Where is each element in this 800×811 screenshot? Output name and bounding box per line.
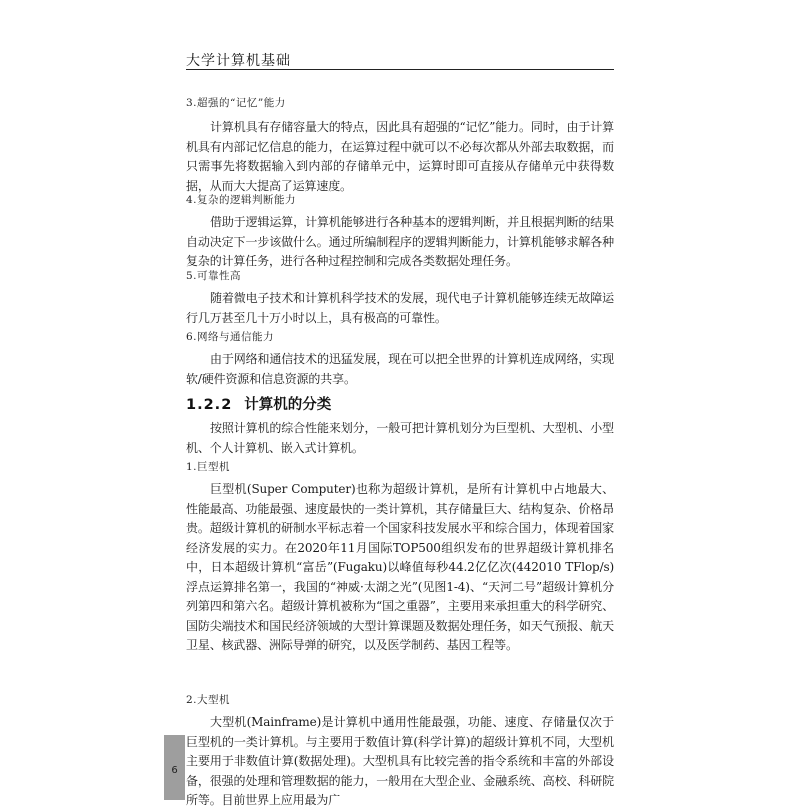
paragraph-mainframe: 大型机(Mainframe)是计算机中通用性能最强，功能、速度、存储量仅次于巨型机的一类计算机。与主要用于数值计算(科学计算)的超级计算机不同，大型机主要用于非数值计算(数据处理)。大型机具有比较完善的指令系统和丰富的外部设备，很强的处理和管理数据的能力，一般用在大型企业、金融系统、高校、科研院所等。目前世界上应用最为广 [186, 715, 614, 807]
subheading-memory: 3.超强的“记忆”能力 [186, 97, 286, 109]
running-header: 大学计算机基础 [186, 53, 291, 69]
page-number-tab [164, 735, 185, 800]
paragraph-logic: 借助于逻辑运算，计算机能够进行各种基本的逻辑判断，并且根据判断的结果自动决定下一步该做什么。通过所编制程序的逻辑判断能力，计算机能够求解各种复杂的计算任务，进行各种过程控制和完成各类数据处理任务。 [186, 215, 614, 268]
paragraph-network: 由于网络和通信技术的迅猛发展，现在可以把全世界的计算机连成网络，实现软/硬件资源和信息资源的共享。 [186, 352, 614, 386]
paragraph-memory: 计算机具有存储容量大的特点，因此具有超强的“记忆”能力。同时，由于计算机具有内部记忆信息的能力，在运算过程中就可以不必每次都从外部去取数据，而只需事先将数据输入到内部的存储单元中，运算时即可直接从存储单元中获得数据，从而大大提高了运算速度。 [186, 120, 614, 193]
subheading-reliability: 5.可靠性高 [186, 270, 242, 282]
paragraph-reliability: 随着微电子技术和计算机科学技术的发展，现代电子计算机能够连续无故障运行几万甚至几十万小时以上，具有极高的可靠性。 [186, 291, 614, 325]
page-number: 6 [171, 765, 178, 776]
header-rule [186, 69, 614, 70]
subheading-logic: 4.复杂的逻辑判断能力 [186, 194, 297, 206]
section-number: 1.2.2 [186, 397, 233, 413]
section-title-text: 计算机的分类 [244, 397, 332, 413]
paragraph-supercomputer: 巨型机(Super Computer)也称为超级计算机，是所有计算机中占地最大、性能最高、功能最强、速度最快的一类计算机，其存储量巨大、结构复杂、价格昂贵。超级计算机的研制水平标志着一个国家科技发展水平和综合国力，体现着国家经济发展的实力。在2020年11月国际TOP500组织发布的世界超级计算机排名中，日本超级计算机“富岳”(Fugaku)以峰值每秒44.2亿亿次(442010 TFlop/s)浮点运算排名第一，我国的“神威·太湖之光”(见图1-4)、“天河二号”超级计算机分列第四和第六名。超级计算机被称为“国之重器”，主要用来承担重大的科学研究、国防尖端技术和国民经济领域的大型计算课题及数据处理任务，如天气预报、航天卫星、核武器、洲际导弹的研究，以及医学制药、基因工程等。 [186, 482, 614, 652]
subheading-supercomputer: 1.巨型机 [186, 461, 231, 473]
subheading-mainframe: 2.大型机 [186, 694, 231, 706]
paragraph-classification-intro: 按照计算机的综合性能来划分，一般可把计算机划分为巨型机、大型机、小型机、个人计算机、嵌入式计算机。 [186, 421, 614, 455]
section-title [186, 393, 614, 414]
subheading-network: 6.网络与通信能力 [186, 331, 275, 343]
